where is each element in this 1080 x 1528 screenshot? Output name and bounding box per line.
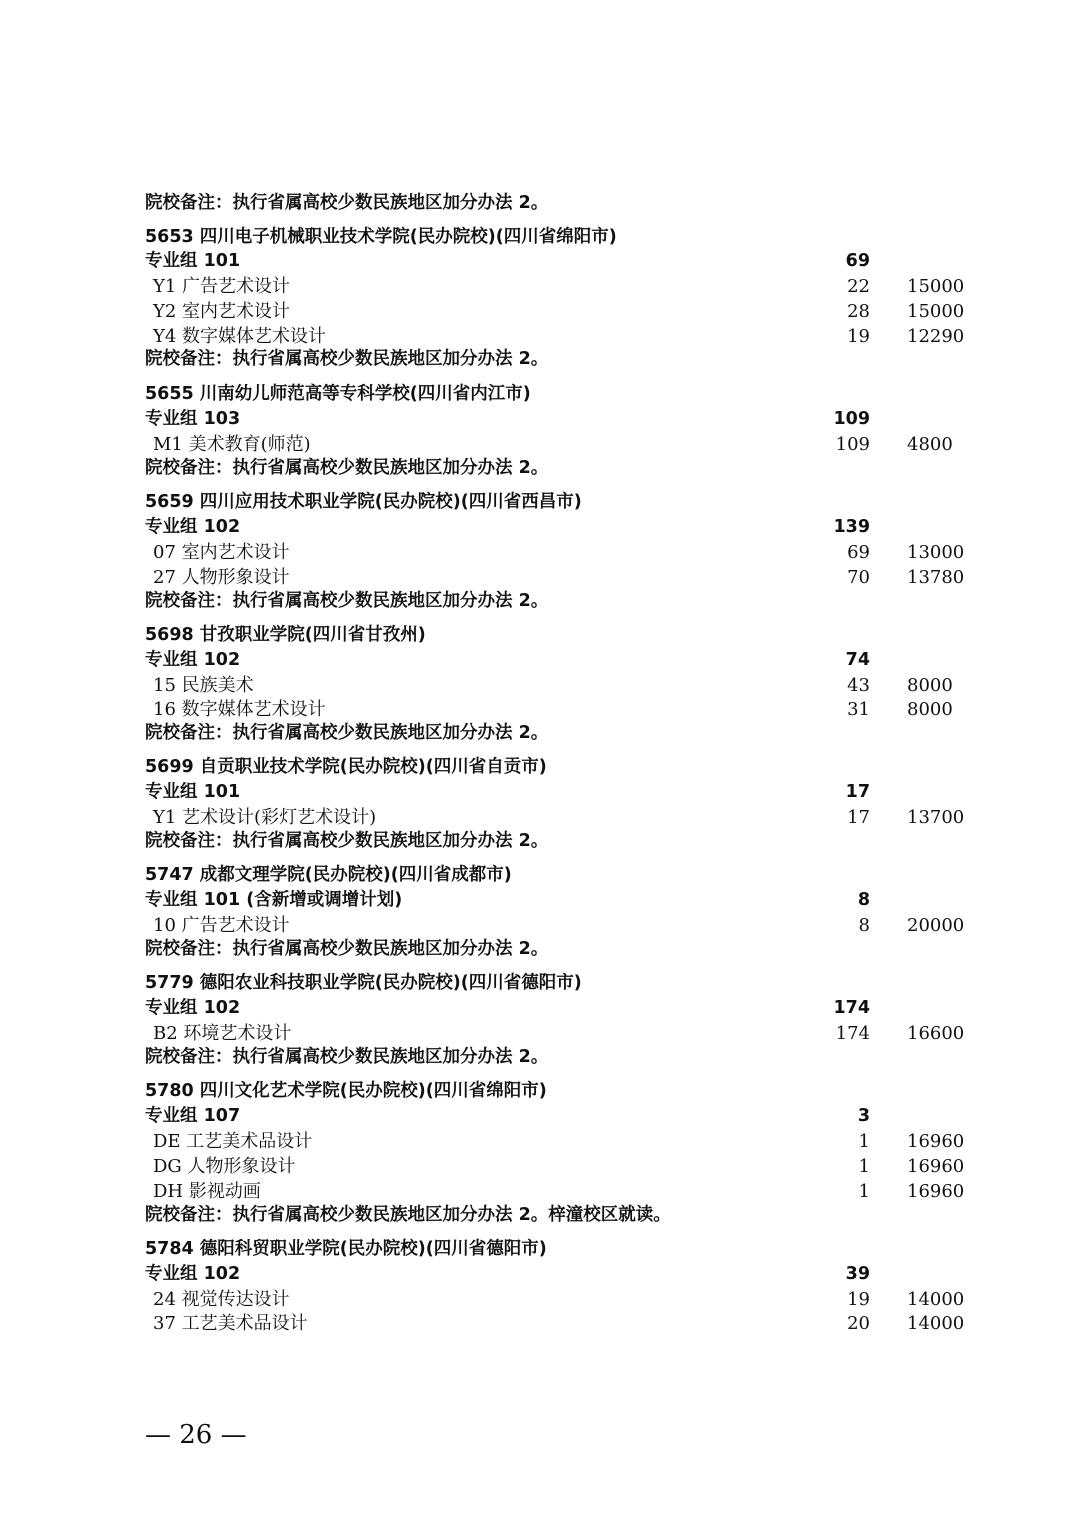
major-line bbox=[0, 274, 1080, 299]
school-title: 5659 四川应用技术职业学院(民办院校)(四川省西昌市) bbox=[145, 492, 582, 512]
major-plan-count: 28 bbox=[847, 301, 870, 322]
major-line bbox=[0, 565, 1080, 590]
major-plan-count: 17 bbox=[847, 807, 870, 828]
school-remark: 院校备注：执行省属高校少数民族地区加分办法 2。 bbox=[145, 831, 549, 851]
note-line bbox=[0, 347, 1080, 372]
major-line bbox=[0, 1129, 1080, 1154]
group-plan-count: 39 bbox=[845, 1264, 870, 1284]
tuition-fee: 15000 bbox=[907, 276, 965, 297]
school-title: 5699 自贡职业技术学院(民办院校)(四川省自贡市) bbox=[145, 757, 547, 777]
major-name: 10 广告艺术设计 bbox=[153, 915, 290, 936]
major-name: Y1 广告艺术设计 bbox=[153, 276, 291, 297]
school-title: 5784 德阳科贸职业学院(民办院校)(四川省德阳市) bbox=[145, 1239, 547, 1259]
major-line bbox=[0, 805, 1080, 830]
tuition-fee: 16960 bbox=[907, 1156, 965, 1177]
school-remark: 院校备注：执行省属高校少数民族地区加分办法 2。 bbox=[145, 723, 549, 743]
major-plan-count: 1 bbox=[858, 1156, 870, 1177]
tuition-fee: 13700 bbox=[907, 807, 965, 828]
major-line bbox=[0, 432, 1080, 457]
major-group-label: 专业组 102 bbox=[145, 650, 241, 670]
tuition-fee: 4800 bbox=[907, 434, 953, 455]
major-group-label: 专业组 102 bbox=[145, 1264, 241, 1284]
group-line bbox=[0, 888, 1080, 913]
tuition-fee: 8000 bbox=[907, 699, 953, 720]
tuition-fee: 15000 bbox=[907, 301, 965, 322]
school-line bbox=[0, 971, 1080, 996]
major-name: Y2 室内艺术设计 bbox=[153, 301, 291, 322]
major-line bbox=[0, 1179, 1080, 1204]
school-line bbox=[0, 490, 1080, 515]
major-line bbox=[0, 913, 1080, 938]
group-line bbox=[0, 780, 1080, 805]
school-remark: 院校备注：执行省属高校少数民族地区加分办法 2。 bbox=[145, 349, 549, 369]
major-name: 07 室内艺术设计 bbox=[153, 542, 290, 563]
major-plan-count: 43 bbox=[847, 675, 870, 696]
tuition-fee: 14000 bbox=[907, 1289, 965, 1310]
major-group-label: 专业组 101 (含新增或调增计划) bbox=[145, 890, 403, 910]
major-plan-count: 69 bbox=[847, 542, 870, 563]
major-name: DG 人物形象设计 bbox=[153, 1156, 296, 1177]
school-remark: 院校备注：执行省属高校少数民族地区加分办法 2。 bbox=[145, 939, 549, 959]
note-line bbox=[0, 1203, 1080, 1228]
major-line bbox=[0, 1154, 1080, 1179]
school-line bbox=[0, 755, 1080, 780]
major-plan-count: 19 bbox=[847, 1289, 870, 1310]
tuition-fee: 8000 bbox=[907, 675, 953, 696]
school-remark: 院校备注：执行省属高校少数民族地区加分办法 2。 bbox=[145, 458, 549, 478]
note-line bbox=[0, 1045, 1080, 1070]
major-plan-count: 31 bbox=[847, 699, 870, 720]
tuition-fee: 13000 bbox=[907, 542, 965, 563]
major-name: DH 影视动画 bbox=[153, 1181, 261, 1202]
group-line bbox=[0, 249, 1080, 274]
group-line bbox=[0, 648, 1080, 673]
school-remark: 院校备注：执行省属高校少数民族地区加分办法 2。 bbox=[145, 1047, 549, 1067]
school-line bbox=[0, 1079, 1080, 1104]
tuition-fee: 16960 bbox=[907, 1181, 965, 1202]
major-line bbox=[0, 1021, 1080, 1046]
note-line bbox=[0, 721, 1080, 746]
tuition-fee: 14000 bbox=[907, 1313, 965, 1334]
major-plan-count: 22 bbox=[847, 276, 870, 297]
note-line bbox=[0, 191, 1080, 216]
major-plan-count: 174 bbox=[835, 1023, 870, 1044]
tuition-fee: 20000 bbox=[907, 915, 965, 936]
school-title: 5780 四川文化艺术学院(民办院校)(四川省绵阳市) bbox=[145, 1081, 547, 1101]
major-group-label: 专业组 103 bbox=[145, 409, 241, 429]
group-line bbox=[0, 515, 1080, 540]
major-name: Y4 数字媒体艺术设计 bbox=[153, 326, 327, 347]
major-plan-count: 1 bbox=[858, 1181, 870, 1202]
major-plan-count: 70 bbox=[847, 567, 870, 588]
group-line bbox=[0, 1262, 1080, 1287]
major-line bbox=[0, 324, 1080, 349]
major-plan-count: 20 bbox=[847, 1313, 870, 1334]
group-plan-count: 174 bbox=[833, 998, 870, 1018]
major-name: Y1 艺术设计(彩灯艺术设计) bbox=[153, 807, 377, 828]
major-plan-count: 19 bbox=[847, 326, 870, 347]
school-remark: 院校备注：执行省属高校少数民族地区加分办法 2。梓潼校区就读。 bbox=[145, 1205, 671, 1225]
major-name: 16 数字媒体艺术设计 bbox=[153, 699, 326, 720]
major-plan-count: 1 bbox=[858, 1131, 870, 1152]
major-line bbox=[0, 697, 1080, 722]
group-line bbox=[0, 407, 1080, 432]
group-plan-count: 109 bbox=[833, 409, 870, 429]
school-line bbox=[0, 1237, 1080, 1262]
note-line bbox=[0, 456, 1080, 481]
school-remark: 院校备注：执行省属高校少数民族地区加分办法 2。 bbox=[145, 591, 549, 611]
group-line bbox=[0, 996, 1080, 1021]
major-name: DE 工艺美术品设计 bbox=[153, 1131, 313, 1152]
school-line bbox=[0, 623, 1080, 648]
major-name: M1 美术教育(师范) bbox=[153, 434, 311, 455]
school-line bbox=[0, 225, 1080, 250]
group-plan-count: 17 bbox=[845, 782, 870, 802]
school-line bbox=[0, 863, 1080, 888]
school-title: 5655 川南幼儿师范高等专科学校(四川省内江市) bbox=[145, 384, 531, 404]
note-line bbox=[0, 937, 1080, 962]
major-plan-count: 8 bbox=[858, 915, 870, 936]
group-plan-count: 8 bbox=[857, 890, 870, 910]
major-line bbox=[0, 299, 1080, 324]
school-title: 5653 四川电子机械职业技术学院(民办院校)(四川省绵阳市) bbox=[145, 227, 617, 247]
major-group-label: 专业组 107 bbox=[145, 1106, 241, 1126]
major-name: 27 人物形象设计 bbox=[153, 567, 290, 588]
group-plan-count: 74 bbox=[845, 650, 870, 670]
major-group-label: 专业组 101 bbox=[145, 251, 241, 271]
note-line bbox=[0, 589, 1080, 614]
major-name: 37 工艺美术品设计 bbox=[153, 1313, 308, 1334]
school-line bbox=[0, 382, 1080, 407]
page-number: — 26 — bbox=[145, 1420, 247, 1450]
tuition-fee: 13780 bbox=[907, 567, 965, 588]
school-title: 5779 德阳农业科技职业学院(民办院校)(四川省德阳市) bbox=[145, 973, 582, 993]
tuition-fee: 16960 bbox=[907, 1131, 965, 1152]
major-plan-count: 109 bbox=[835, 434, 870, 455]
group-plan-count: 139 bbox=[833, 517, 870, 537]
group-line bbox=[0, 1104, 1080, 1129]
major-group-label: 专业组 102 bbox=[145, 998, 241, 1018]
group-plan-count: 3 bbox=[857, 1106, 870, 1126]
major-line bbox=[0, 540, 1080, 565]
tuition-fee: 16600 bbox=[907, 1023, 965, 1044]
school-remark: 院校备注：执行省属高校少数民族地区加分办法 2。 bbox=[145, 193, 549, 213]
major-line bbox=[0, 673, 1080, 698]
school-title: 5698 甘孜职业学院(四川省甘孜州) bbox=[145, 625, 426, 645]
group-plan-count: 69 bbox=[845, 251, 870, 271]
major-name: 24 视觉传达设计 bbox=[153, 1289, 290, 1310]
note-line bbox=[0, 829, 1080, 854]
major-line bbox=[0, 1287, 1080, 1312]
major-line bbox=[0, 1311, 1080, 1336]
major-name: B2 环境艺术设计 bbox=[153, 1023, 292, 1044]
major-group-label: 专业组 101 bbox=[145, 782, 241, 802]
tuition-fee: 12290 bbox=[907, 326, 965, 347]
school-title: 5747 成都文理学院(民办院校)(四川省成都市) bbox=[145, 865, 512, 885]
major-name: 15 民族美术 bbox=[153, 675, 254, 696]
major-group-label: 专业组 102 bbox=[145, 517, 241, 537]
